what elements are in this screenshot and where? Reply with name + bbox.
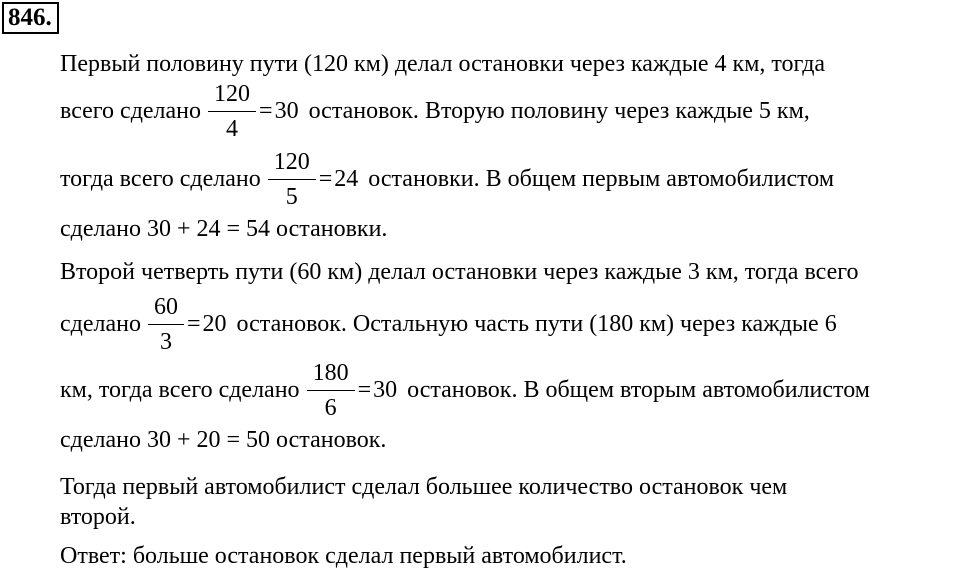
equals-sign: = xyxy=(259,97,273,124)
line-8-text: сделано 30 + 20 = 50 остановок. xyxy=(60,426,387,453)
fraction-numerator: 60 xyxy=(154,293,178,320)
fraction-result: 30 xyxy=(373,376,398,403)
line-4-text: сделано 30 + 24 = 54 остановки. xyxy=(60,215,388,242)
fraction-denominator: 6 xyxy=(307,390,355,423)
line-3-suffix: остановки. В общем первым автомобилистом xyxy=(368,165,835,192)
fraction-denominator: 3 xyxy=(148,324,184,357)
fraction-result: 24 xyxy=(334,165,359,192)
fraction-denominator: 5 xyxy=(268,179,316,212)
problem-number: 846. xyxy=(2,2,59,34)
answer-text: Ответ: больше остановок сделал первый автомобилист. xyxy=(60,542,627,569)
text-line-6 xyxy=(60,293,837,355)
answer-line xyxy=(60,541,627,571)
fraction-denominator: 4 xyxy=(208,111,256,144)
equals-sign: = xyxy=(357,376,372,403)
equals-sign: = xyxy=(187,310,201,337)
line-1-text: Первый половину пути (120 км) делал остановки через каждые 4 км, тогда xyxy=(60,50,826,77)
text-line-2 xyxy=(60,80,810,142)
line-7-suffix: остановок. В общем вторым автомобилистом xyxy=(407,376,870,403)
line-3-prefix: тогда всего сделано xyxy=(60,165,261,192)
text-line-7 xyxy=(60,359,870,421)
line-2-suffix: остановок. Вторую половину через каждые 5 км, xyxy=(308,97,810,124)
fraction-60-over-3 xyxy=(151,292,181,357)
text-line-9 xyxy=(60,472,787,502)
fraction-120-over-5 xyxy=(271,147,313,212)
text-line-5 xyxy=(60,257,858,287)
text-line-8 xyxy=(60,425,386,455)
text-line-4 xyxy=(60,214,387,244)
line-9-text: Тогда первый автомобилист сделал большее количество остановок чем xyxy=(60,473,788,500)
equals-sign: = xyxy=(318,165,333,192)
fraction-120-over-4 xyxy=(211,79,253,144)
text-line-3 xyxy=(60,148,835,210)
line-2-prefix: всего сделано xyxy=(60,97,202,124)
fraction-numerator: 120 xyxy=(214,80,251,107)
fraction-180-over-6 xyxy=(310,358,352,423)
fraction-result: 20 xyxy=(202,310,227,337)
fraction-result: 30 xyxy=(274,97,299,124)
line-7-prefix: км, тогда всего сделано xyxy=(60,376,300,403)
fraction-numerator: 120 xyxy=(273,148,310,175)
line-6-suffix: остановок. Остальную часть пути (180 км) через каждые 6 xyxy=(236,310,837,337)
line-5-text: Второй четверть пути (60 км) делал остановки через каждые 3 км, тогда всего xyxy=(60,258,859,285)
line-10-text: второй. xyxy=(60,503,136,530)
text-line-10 xyxy=(60,502,136,532)
line-6-prefix: сделано xyxy=(60,310,141,337)
text-line-1 xyxy=(60,49,825,79)
fraction-numerator: 180 xyxy=(312,359,349,386)
